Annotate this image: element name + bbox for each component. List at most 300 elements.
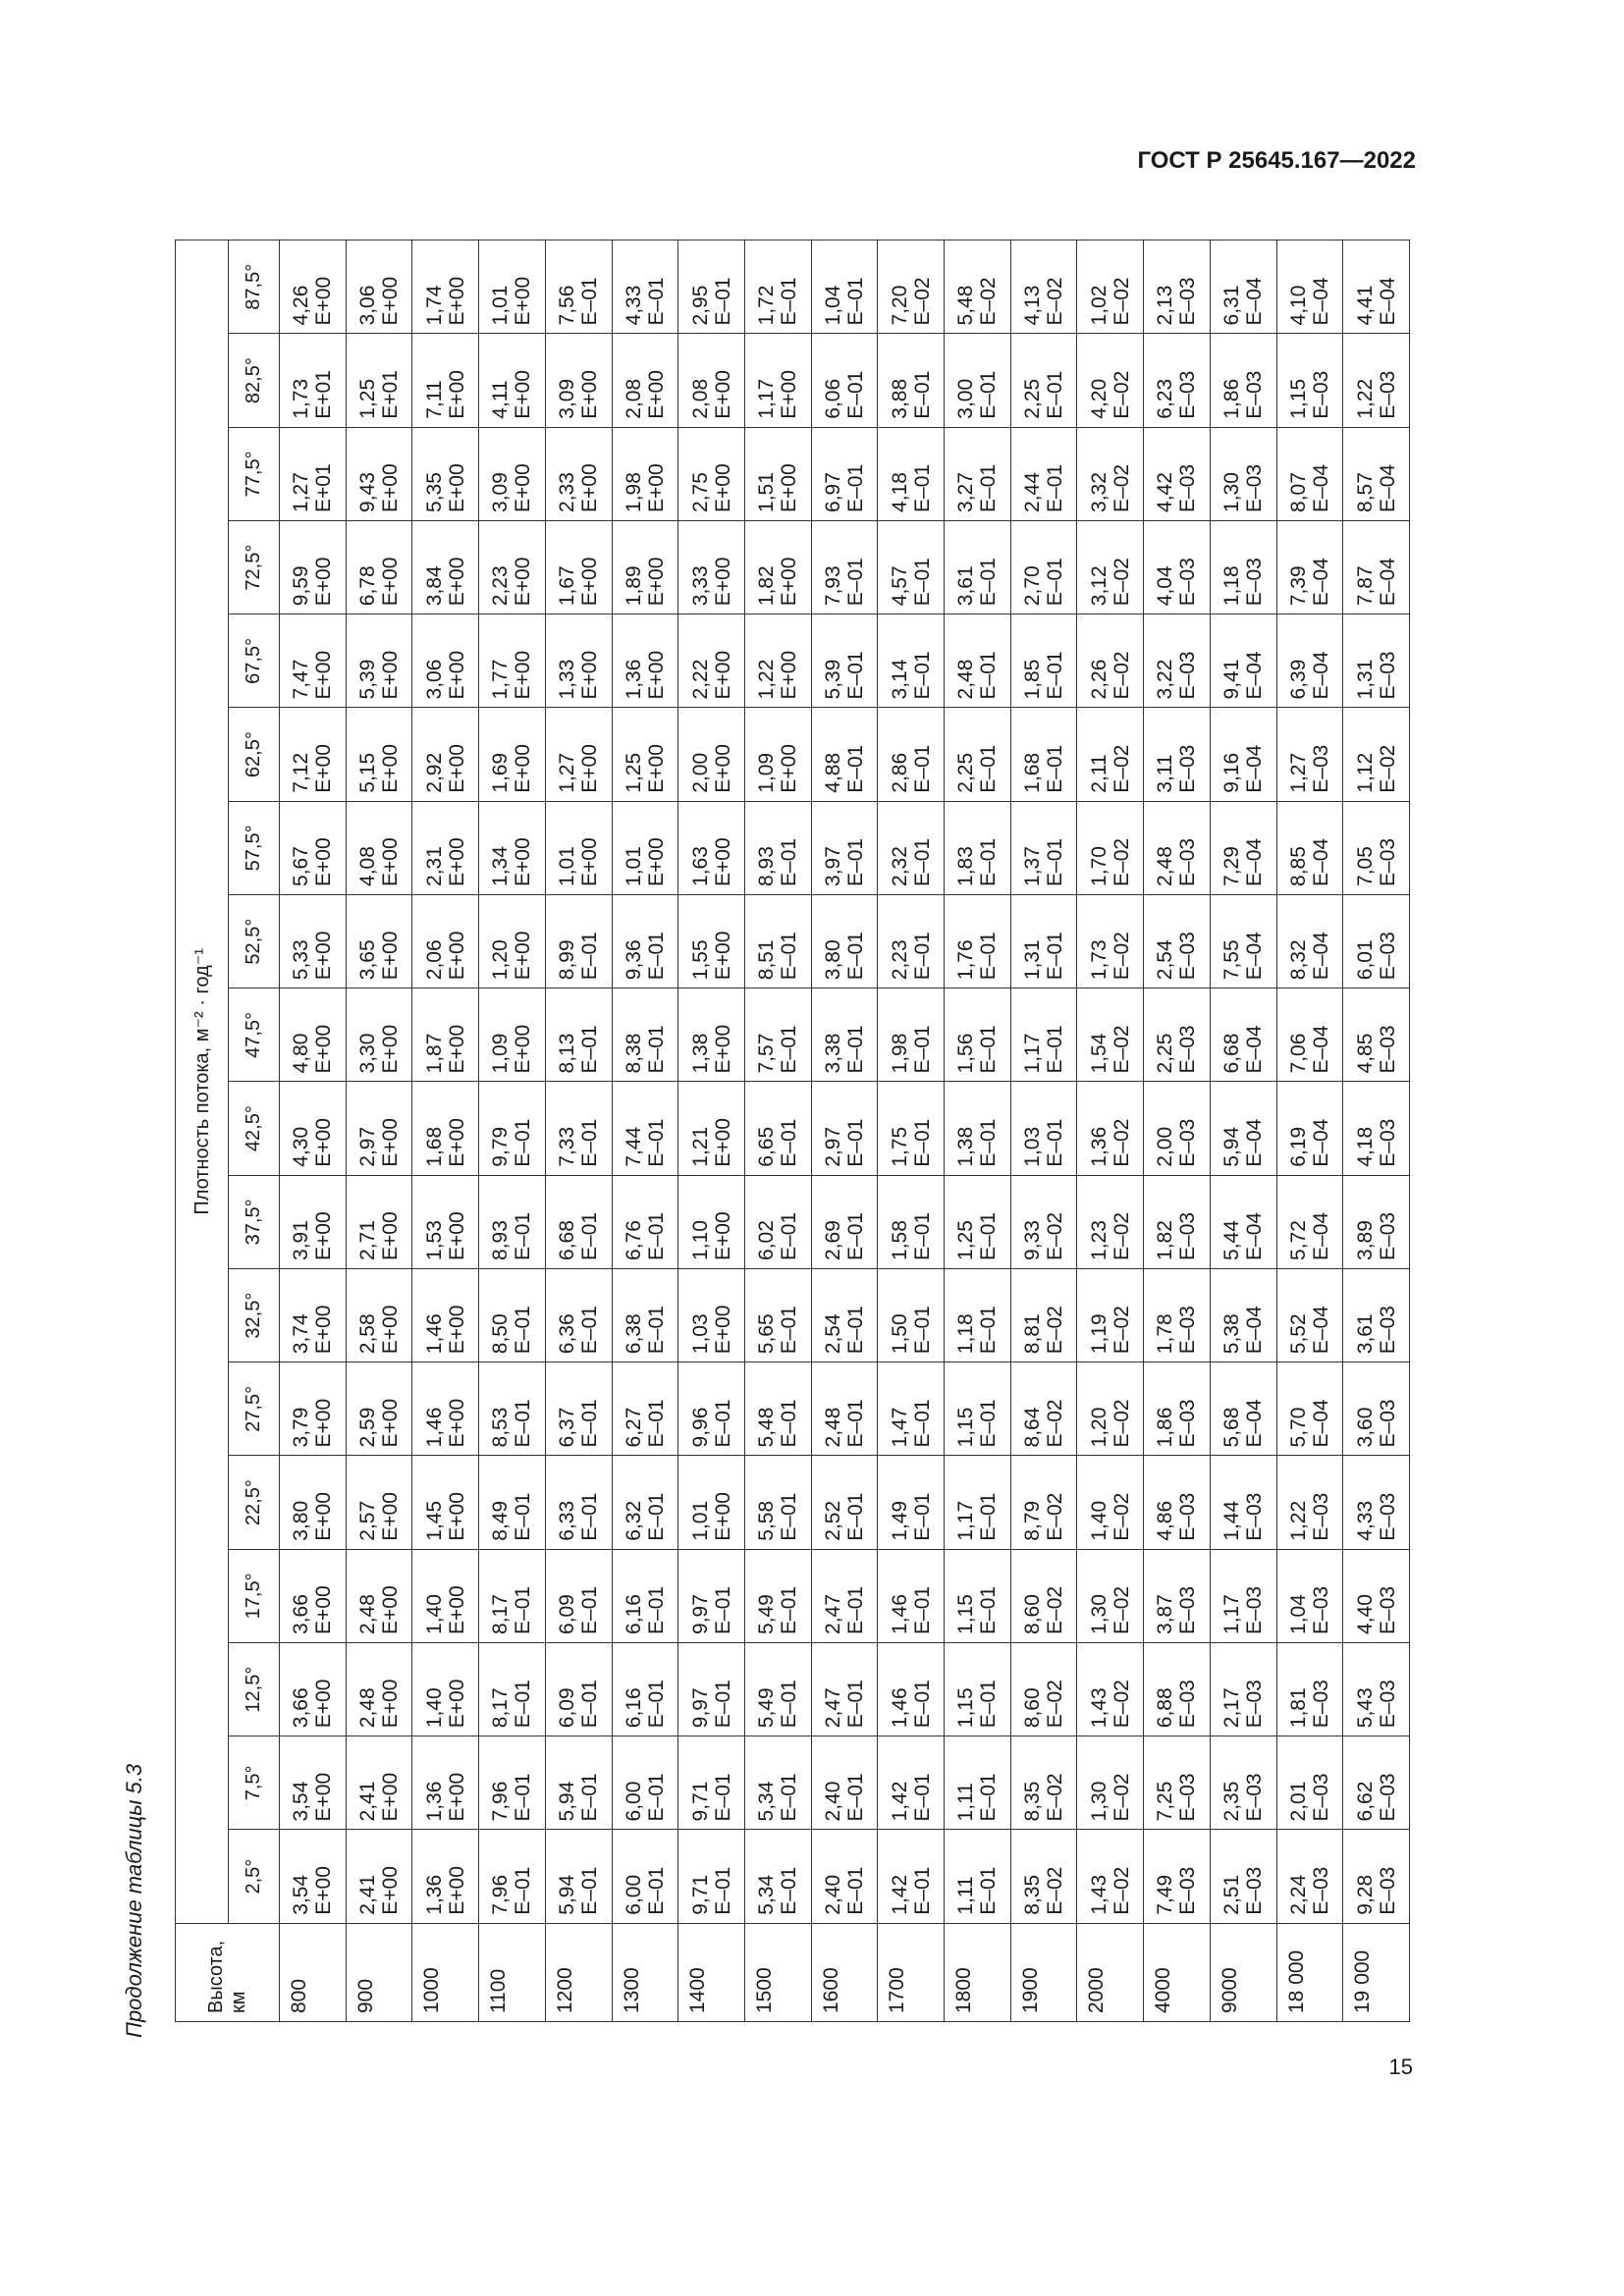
exponent: E+00 — [578, 463, 602, 512]
altitude-cell: 1200 — [545, 1923, 612, 2021]
mantissa: 8,53 — [489, 1407, 513, 1448]
flux-value-cell — [545, 614, 612, 708]
altitude-cell: 1800 — [945, 1923, 1011, 2021]
mantissa: 6,31 — [1220, 285, 1244, 326]
flux-value-cell — [1210, 1736, 1276, 1830]
flux-value-cell — [678, 1736, 745, 1830]
mantissa: 5,43 — [1353, 1687, 1377, 1729]
mantissa: 1,11 — [954, 1783, 978, 1822]
exponent: E–02 — [1044, 1306, 1067, 1355]
exponent: E–01 — [644, 1118, 668, 1167]
exponent: E–02 — [910, 277, 934, 326]
mantissa: 8,17 — [489, 1687, 513, 1729]
altitude-cell: 1900 — [1010, 1923, 1077, 2021]
mantissa: 3,06 — [422, 659, 446, 700]
flux-value-cell — [412, 988, 479, 1082]
exponent: E+00 — [312, 1772, 336, 1822]
mantissa: 2,47 — [821, 1687, 844, 1729]
mantissa: 4,41 — [1353, 285, 1377, 326]
mantissa: 1,53 — [422, 1220, 446, 1260]
mantissa: 2,06 — [422, 939, 446, 981]
exponent: E–01 — [644, 1773, 668, 1822]
mantissa: 1,18 — [954, 1313, 978, 1355]
mantissa: 3,54 — [290, 1874, 313, 1915]
flux-value-cell — [744, 1175, 811, 1268]
flux-value-cell — [878, 427, 945, 520]
exponent: E–03 — [1376, 1399, 1399, 1448]
flux-value-cell — [1077, 1642, 1144, 1735]
table-body — [280, 240, 1410, 2022]
altitude-cell: 9000 — [1210, 1923, 1276, 2021]
mantissa: 4,18 — [888, 472, 911, 512]
flux-value-cell — [346, 1736, 412, 1830]
flux-value-cell — [744, 1642, 811, 1735]
flux-value-cell — [1210, 1175, 1276, 1268]
flux-value-cell — [811, 894, 878, 988]
mantissa: 1,11 — [954, 1876, 978, 1915]
flux-value-cell — [346, 801, 412, 894]
mantissa: 2,48 — [1154, 846, 1177, 886]
flux-value-cell — [346, 1456, 412, 1549]
flux-value-cell — [346, 614, 412, 708]
mantissa: 1,25 — [954, 1220, 978, 1260]
flux-value-cell — [811, 1830, 878, 1923]
flux-value-cell — [811, 801, 878, 894]
flux-value-cell — [280, 240, 347, 334]
exponent: E–01 — [578, 1680, 602, 1729]
flux-value-cell — [945, 1082, 1011, 1175]
mantissa: 6,02 — [755, 1220, 779, 1260]
exponent: E–01 — [843, 1680, 867, 1729]
mantissa: 4,30 — [290, 1126, 313, 1167]
flux-value-cell — [945, 240, 1011, 334]
flux-value-cell — [479, 427, 546, 520]
exponent: E–01 — [778, 1211, 801, 1260]
altitude-cell: 1000 — [412, 1923, 479, 2021]
mantissa: 7,96 — [489, 1781, 513, 1822]
mantissa: 5,34 — [755, 1781, 779, 1822]
mantissa: 2,57 — [356, 1500, 380, 1541]
exponent: E–04 — [1243, 1399, 1267, 1448]
exponent: E–02 — [1044, 1211, 1067, 1260]
exponent: E–01 — [843, 1866, 867, 1915]
mantissa: 9,71 — [688, 1874, 712, 1915]
exponent: E–01 — [1044, 837, 1067, 886]
flux-value-cell — [412, 1642, 479, 1735]
exponent: E+00 — [711, 1305, 734, 1355]
mantissa: 1,17 — [1021, 1033, 1045, 1074]
flux-value-cell — [678, 520, 745, 614]
flux-value-cell — [811, 334, 878, 427]
mantissa: 5,68 — [1220, 1407, 1244, 1448]
mantissa: 3,61 — [954, 565, 978, 607]
mantissa: 6,33 — [556, 1500, 579, 1541]
mantissa: 5,39 — [821, 659, 844, 700]
exponent: E–04 — [1243, 932, 1267, 981]
flux-value-cell — [479, 1456, 546, 1549]
flux-value-cell — [1276, 894, 1343, 988]
table-row — [280, 240, 347, 2022]
mantissa: 4,86 — [1154, 1500, 1177, 1541]
flux-value-cell — [1343, 1736, 1410, 1830]
exponent: E+00 — [644, 370, 668, 419]
exponent: E–01 — [977, 1025, 1001, 1074]
mantissa: 1,44 — [1220, 1500, 1244, 1541]
mantissa: 1,34 — [489, 846, 513, 886]
angle-header: 42,5° — [229, 1082, 280, 1175]
exponent: E+00 — [379, 1492, 403, 1541]
exponent: E–01 — [1044, 932, 1067, 981]
flux-value-cell — [1343, 894, 1410, 988]
mantissa: 1,03 — [688, 1313, 712, 1355]
exponent: E+00 — [445, 1772, 468, 1822]
mantissa: 5,48 — [755, 1407, 779, 1448]
exponent: E–01 — [843, 1773, 867, 1822]
exponent: E+00 — [379, 1024, 403, 1074]
exponent: E–01 — [578, 1118, 602, 1167]
exponent: E–04 — [1309, 277, 1332, 326]
mantissa: 1,75 — [888, 1126, 911, 1167]
mantissa: 8,57 — [1353, 472, 1377, 512]
mantissa: 1,25 — [622, 752, 645, 793]
table-row — [744, 240, 811, 2022]
exponent: E–03 — [1176, 1866, 1200, 1915]
mantissa: 4,85 — [1353, 1033, 1377, 1074]
altitude-cell: 900 — [346, 1923, 412, 2021]
exponent: E–01 — [578, 932, 602, 981]
flux-value-cell — [1144, 1549, 1211, 1642]
mantissa: 3,65 — [356, 939, 380, 981]
mantissa: 7,57 — [755, 1033, 779, 1074]
mantissa: 1,03 — [1021, 1126, 1045, 1167]
flux-value-cell — [280, 427, 347, 520]
mantissa: 1,17 — [954, 1500, 978, 1541]
exponent: E–01 — [910, 932, 934, 981]
mantissa: 3,00 — [954, 378, 978, 419]
exponent: E+00 — [379, 1398, 403, 1448]
mantissa: 1,85 — [1021, 659, 1045, 700]
altitude-cell: 1500 — [744, 1923, 811, 2021]
exponent: E–03 — [1309, 744, 1332, 793]
exponent: E–01 — [778, 1399, 801, 1448]
mantissa: 2,69 — [821, 1220, 844, 1260]
exponent: E+00 — [445, 837, 468, 886]
exponent: E+00 — [711, 1118, 734, 1167]
flux-value-cell — [945, 520, 1011, 614]
mantissa: 2,52 — [821, 1500, 844, 1541]
mantissa: 3,84 — [422, 565, 446, 607]
altitude-cell: 19 000 — [1343, 1923, 1410, 2021]
exponent: E–01 — [644, 1399, 668, 1448]
flux-value-cell — [545, 1549, 612, 1642]
exponent: E+00 — [644, 837, 668, 886]
exponent: E–01 — [843, 463, 867, 512]
flux-value-cell — [545, 520, 612, 614]
flux-value-cell — [412, 894, 479, 988]
exponent: E–03 — [1176, 1680, 1200, 1729]
mantissa: 9,71 — [688, 1781, 712, 1822]
mantissa: 1,63 — [688, 846, 712, 886]
exponent: E–03 — [1176, 1306, 1200, 1355]
exponent: E+00 — [379, 650, 403, 700]
flux-value-cell — [479, 988, 546, 1082]
exponent: E–01 — [910, 1399, 934, 1448]
flux-value-cell — [1276, 614, 1343, 708]
mantissa: 8,99 — [556, 939, 579, 981]
mantissa: 8,17 — [489, 1594, 513, 1634]
exponent: E–03 — [1243, 1492, 1267, 1541]
flux-value-cell — [612, 1362, 678, 1456]
mantissa: 6,76 — [622, 1220, 645, 1260]
flux-value-cell — [612, 1549, 678, 1642]
altitude-cell: 1600 — [811, 1923, 878, 2021]
mantissa: 7,05 — [1353, 846, 1377, 886]
mantissa: 2,51 — [1220, 1874, 1244, 1915]
flux-value-cell — [612, 1830, 678, 1923]
exponent: E+00 — [312, 276, 336, 326]
exponent: E–01 — [910, 1306, 934, 1355]
mantissa: 4,18 — [1353, 1126, 1377, 1167]
flux-value-cell — [1210, 1456, 1276, 1549]
flux-value-cell — [1276, 1362, 1343, 1456]
exponent: E–01 — [644, 1492, 668, 1541]
mantissa: 2,25 — [954, 752, 978, 793]
flux-value-cell — [346, 334, 412, 427]
flux-value-cell — [280, 1642, 347, 1735]
exponent: E–01 — [843, 1585, 867, 1634]
flux-value-cell — [1343, 614, 1410, 708]
exponent: E–01 — [578, 1025, 602, 1074]
mantissa: 1,31 — [1353, 659, 1377, 700]
exponent: E+00 — [711, 1492, 734, 1541]
angle-header: 22,5° — [229, 1456, 280, 1549]
flux-value-cell — [1144, 427, 1211, 520]
mantissa: 5,34 — [755, 1874, 779, 1915]
exponent: E–01 — [778, 1306, 801, 1355]
exponent: E–03 — [1176, 1211, 1200, 1260]
exponent: E–01 — [578, 1492, 602, 1541]
exponent: E–02 — [1044, 1399, 1067, 1448]
flux-value-cell — [479, 334, 546, 427]
mantissa: 7,06 — [1286, 1033, 1310, 1074]
mantissa: 6,68 — [1220, 1033, 1244, 1074]
exponent: E–01 — [977, 1399, 1001, 1448]
exponent: E–03 — [1376, 1492, 1399, 1541]
angle-header: 7,5° — [229, 1736, 280, 1830]
mantissa: 2,33 — [556, 472, 579, 512]
exponent: E–03 — [1176, 744, 1200, 793]
flux-value-cell — [744, 1268, 811, 1362]
exponent: E–03 — [1309, 1866, 1332, 1915]
table-row — [412, 240, 479, 2022]
mantissa: 2,40 — [821, 1781, 844, 1822]
mantissa: 2,08 — [622, 378, 645, 419]
angle-header: 57,5° — [229, 801, 280, 894]
mantissa: 4,33 — [622, 285, 645, 326]
exponent: E–01 — [578, 1773, 602, 1822]
flux-value-cell — [612, 334, 678, 427]
flux-value-cell — [346, 520, 412, 614]
exponent: E+00 — [312, 557, 336, 607]
exponent: E–04 — [1309, 1118, 1332, 1167]
mantissa: 2,97 — [356, 1126, 380, 1167]
flux-value-cell — [1077, 240, 1144, 334]
mantissa: 1,36 — [622, 659, 645, 700]
flux-value-cell — [479, 1549, 546, 1642]
exponent: E+00 — [379, 1866, 403, 1915]
mantissa: 1,22 — [755, 659, 779, 700]
exponent: E+00 — [445, 1305, 468, 1355]
mantissa: 1,36 — [1087, 1126, 1110, 1167]
angle-header: 67,5° — [229, 614, 280, 708]
mantissa: 3,33 — [688, 565, 712, 607]
mantissa: 9,97 — [688, 1687, 712, 1729]
exponent: E+00 — [445, 931, 468, 981]
exponent: E–04 — [1309, 651, 1332, 700]
exponent: E–02 — [1110, 277, 1133, 326]
mantissa: 1,55 — [688, 939, 712, 981]
flux-value-cell — [1144, 334, 1211, 427]
exponent: E–02 — [1110, 1585, 1133, 1634]
flux-value-cell — [1210, 427, 1276, 520]
flux-value-cell — [945, 1736, 1011, 1830]
exponent: E–01 — [1044, 1118, 1067, 1167]
exponent: E–03 — [1176, 558, 1200, 607]
mantissa: 8,93 — [489, 1220, 513, 1260]
mantissa: 7,33 — [556, 1126, 579, 1167]
mantissa: 5,48 — [954, 285, 978, 326]
flux-value-cell — [479, 1082, 546, 1175]
mantissa: 2,32 — [888, 846, 911, 886]
flux-value-cell — [1210, 334, 1276, 427]
exponent: E–01 — [910, 1773, 934, 1822]
mantissa: 7,11 — [422, 380, 446, 419]
mantissa: 6,78 — [356, 565, 380, 607]
exponent: E–01 — [843, 744, 867, 793]
flux-value-cell — [1077, 801, 1144, 894]
mantissa: 3,91 — [290, 1220, 313, 1260]
exponent: E+00 — [578, 370, 602, 419]
mantissa: 1,17 — [1220, 1594, 1244, 1634]
flux-value-cell — [346, 1549, 412, 1642]
exponent: E–03 — [1176, 1492, 1200, 1541]
table-container — [175, 240, 1410, 2022]
flux-value-cell — [811, 1362, 878, 1456]
exponent: E+00 — [445, 650, 468, 700]
exponent: E+00 — [379, 1211, 403, 1260]
mantissa: 9,97 — [688, 1594, 712, 1634]
exponent: E+00 — [711, 931, 734, 981]
exponent: E–03 — [1376, 1680, 1399, 1729]
flux-value-cell — [412, 1268, 479, 1362]
mantissa: 2,25 — [1154, 1033, 1177, 1074]
flux-value-cell — [1010, 1456, 1077, 1549]
exponent: E–01 — [977, 558, 1001, 607]
flux-value-cell — [612, 894, 678, 988]
flux-value-cell — [744, 1082, 811, 1175]
flux-value-cell — [1343, 520, 1410, 614]
mantissa: 6,37 — [556, 1407, 579, 1448]
mantissa: 6,16 — [622, 1687, 645, 1729]
flux-value-cell — [1077, 1268, 1144, 1362]
exponent: E–01 — [778, 1025, 801, 1074]
exponent: E+00 — [644, 557, 668, 607]
flux-value-cell — [1144, 1642, 1211, 1735]
mantissa: 9,36 — [622, 939, 645, 981]
exponent: E+00 — [711, 1024, 734, 1074]
flux-value-cell — [744, 988, 811, 1082]
exponent: E+00 — [312, 1305, 336, 1355]
exponent: E–01 — [843, 1492, 867, 1541]
mantissa: 3,89 — [1353, 1220, 1377, 1260]
flux-value-cell — [678, 1456, 745, 1549]
exponent: E–02 — [1110, 370, 1133, 419]
mantissa: 2,48 — [356, 1687, 380, 1729]
exponent: E–01 — [512, 1585, 535, 1634]
altitude-cell: 800 — [280, 1923, 347, 2021]
exponent: E+00 — [379, 1772, 403, 1822]
mantissa: 3,79 — [290, 1407, 313, 1448]
table-row — [479, 240, 546, 2022]
exponent: E+00 — [445, 370, 468, 419]
flux-value-cell — [612, 1268, 678, 1362]
exponent: E–01 — [843, 1118, 867, 1167]
exponent: E+00 — [778, 463, 801, 512]
mantissa: 1,45 — [422, 1500, 446, 1541]
mantissa: 8,13 — [556, 1033, 579, 1074]
mantissa: 4,11 — [489, 380, 513, 419]
mantissa: 1,19 — [1087, 1313, 1110, 1355]
exponent: E–03 — [1309, 1680, 1332, 1729]
flux-value-cell — [612, 614, 678, 708]
mantissa: 4,20 — [1087, 378, 1110, 419]
exponent: E–02 — [1110, 1025, 1133, 1074]
exponent: E+00 — [578, 837, 602, 886]
angle-header: 47,5° — [229, 988, 280, 1082]
flux-value-cell — [1276, 988, 1343, 1082]
mantissa: 1,46 — [888, 1594, 911, 1634]
exponent: E–01 — [843, 558, 867, 607]
mantissa: 2,41 — [356, 1874, 380, 1915]
table-row — [1144, 240, 1211, 2022]
mantissa: 2,00 — [1154, 1126, 1177, 1167]
flux-value-cell — [878, 334, 945, 427]
mantissa: 4,42 — [1154, 472, 1177, 512]
exponent: E–01 — [843, 651, 867, 700]
exponent: E+01 — [379, 370, 403, 419]
mantissa: 1,01 — [622, 846, 645, 886]
flux-value-cell — [1144, 1268, 1211, 1362]
exponent: E–02 — [1110, 1680, 1133, 1729]
mantissa: 9,28 — [1353, 1874, 1377, 1915]
exponent: E+00 — [512, 370, 535, 419]
flux-value-cell — [1276, 1268, 1343, 1362]
mantissa: 1,27 — [290, 472, 313, 512]
mantissa: 1,49 — [888, 1500, 911, 1541]
flux-value-cell — [811, 614, 878, 708]
flux-value-cell — [811, 240, 878, 334]
exponent: E+00 — [445, 276, 468, 326]
angle-header: 32,5° — [229, 1268, 280, 1362]
mantissa: 6,68 — [556, 1220, 579, 1260]
mantissa: 6,19 — [1286, 1126, 1310, 1167]
angle-header: 52,5° — [229, 894, 280, 988]
flux-value-cell — [280, 1549, 347, 1642]
exponent: E–04 — [1376, 463, 1399, 512]
flux-value-cell — [412, 1736, 479, 1830]
exponent: E–03 — [1176, 932, 1200, 981]
mantissa: 1,01 — [556, 846, 579, 886]
